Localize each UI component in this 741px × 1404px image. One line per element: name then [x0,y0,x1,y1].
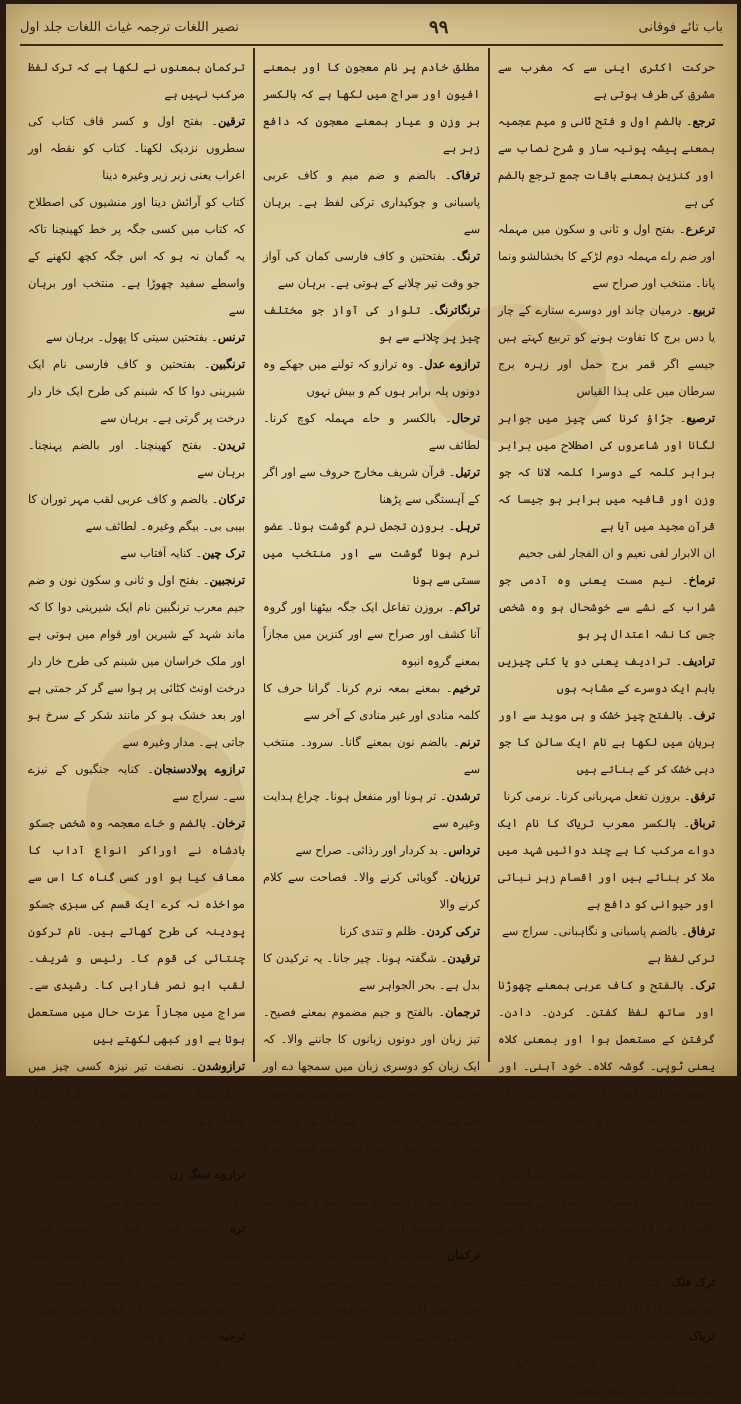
entry-definition: ۔ بضم اول و سکون ثانی ایک قوم کا ترکوں میں سے۔ لغات ترکی سے۔ برہان اور سراج میں لکھا ہے کہ یہ قوم ترکوں سے کم رتبہ ہو اسلیے ترکمان نام ہوا لفظ [263,1248,480,1343]
dictionary-entry [263,1242,480,1350]
entry-headword: ترتیل [455,465,480,479]
entry-headword: ترکی کردن [426,924,480,938]
entry-headword: ترفاق [687,924,715,938]
entry-headword: ترفق [690,789,715,803]
entry-headword: ترخان [216,816,245,830]
entry-definition: حرکت اکثری اینی سے کہ مغرب سے مشرق کی طرف ہوتی ہے [498,60,715,101]
entry-headword: ترازوشدن [197,1059,245,1073]
dictionary-entry [28,1053,245,1161]
entry-headword: ترخیم [452,681,480,695]
entry-definition: ۔ درمیان چاند اور دوسرے ستارے کے چار یا دس برج کا تفاوت ہونے کو تربیع کہتے ہیں جیسے اگر قمر برج حمل اور زہرہ برج سرطان میں علی ہذا القیاس [498,303,715,398]
entry-definition: ۔ بمعنے بمعہ نرم کرنا۔ گرانا حرف کا کلمہ منادی اور غیر منادی کے آخر سے [263,681,480,722]
entry-definition: ۔ بفتحتین و کاف فارسی کمان کی آواز جو وقت تیر چلانے کے ہوتی ہے۔ برہان سے [263,249,480,290]
chapter-title: باب تائے فوقانی [638,19,723,35]
entry-definition: ان الابرار لفی نعیم و ان الفجار لفی جحیم [518,546,715,560]
page-header [20,10,723,44]
entry-definition: ۔ بالضم اول و فتح ثانی و میم عجمیہ بمعنے پیشہ پونیہ ساز و شرح نصاب سے اور کنزین بمعنے باقات جمع ترجع بالضم کی ہے [498,114,715,209]
entry-headword: ترنگ [457,249,480,263]
entry-headword: ترکمان [446,1248,480,1262]
entry-definition: ۔ بالفتح و جیم مضموم بمعنے فصیح۔ تیز زبان اور دونوں زبانوں کا جاننے والا۔ کہ ایک زبان کو دوسری زبان میں سمجھا دے اور یہ ترزبان کا معرب ہے اور ضم جیم اس سبب سے ہے کہ زبان بضم اول بھی آیا ہوا اور بعض میں آیا ہے۔ بہار عجم وغیرہ سے موید وغیرہ میں [263,1005,480,1181]
dictionary-entry [263,918,480,945]
dictionary-entry [28,351,245,432]
entry-headword: ترزبان [450,870,480,884]
entry-definition: ۔ ترادیف یعنی دو یا کئی چیزیں باہم ایک دوسرے کے مشابہ ہوں [498,654,715,695]
entry-definition: ۔ بفتح اول و ثانی و سکون نون و ضم جیم معرب ترنگبین نام ایک شیرینی دوا کا کہ ماند شہد کے شیرین اور قوام میں ہوتی ہے اور ملک خراسان میں شبنم کی طرح خار دار درخت اونٹ کٹائی پر ہوا سے گر کر جمتی ہے اور بعد خشک ہو کر مانند شکر کے سرخ ہو جاتی ہے۔ مدار وغیرہ سے [28,573,245,749]
dictionary-entry [498,1269,715,1323]
entry-definition: ۔ بالضم و خاے معجمہ وہ شخص جسکو بادشاہ نے اوراکر انواع آداب کا معاف کیا ہو اور کسی گناہ کا اس سے مواخذہ نہ کرے ایک قسم کی سبزی جسکو پودینہ کی طرح کھاتے ہیں۔ نام ترکون چنتائی کی قوم کا۔ رئیس و شریف۔ لقب ابو نصر فارابی کا۔ رشیدی سے۔ سراج میں مجازاً عزت حال میں مستعمل ہوتا ہے اور کبھی لکھتے ہیں [28,816,245,1046]
dictionary-entry [498,216,715,297]
entry-definition: ۔ بروزن تفعل مہربانی کرنا۔ نرمی کرنا [503,789,691,803]
entry-definition: ۔ تر ہونا اور منفعل ہونا۔ چراغ ہدایت وغیرہ سے [263,789,480,830]
entry-headword: ترنس [217,330,245,344]
dictionary-page [6,4,737,1397]
dictionary-entry [263,1188,480,1242]
entry-headword: ترعرع [685,222,715,236]
entry-definition: ۔ بفتح اول و سکون ثانی و فتح جیم ایک زبان کا [28,1329,245,1370]
entry-definition: ۔ قرآن شریف مخارج حروف سے اور اگر کے آہستگی سے پڑھنا [263,465,480,506]
entry-definition: ۔ نام ایک معجون کا۔ صاحب موید اور مدار اور برہان نے بفتح و کسر اول لکھا ہے اور جہانگیری میں بفتح بمعنے [498,1329,715,1397]
entry-definition: ۔ ظلم و تندی کرنا [339,924,427,938]
entry-headword: ترازوے سنگ زن [169,1167,245,1181]
entry-definition: ۔ کنایہ جنگیوں کے نیزے سے۔ سراج سے [28,762,245,803]
entry-headword: ترفاک [451,168,480,182]
entry-definition: ۔ نیم مست یعنی وہ آدمی جو شراب کے نشے سے خوشحال ہو وہ شخص جس کا نشہ اعتدال پر ہو [498,573,715,641]
entry-headword: ترنم [459,735,480,749]
entry-definition: ۔ بالکسر معرب تریاک کا نام ایک دواے مرکب کا ہے چند دوائیں شہد میں ملا کر بناتے ہیں اور اقسام زہر نباتی اور حیوانی کو دافع ہے [498,816,715,911]
entry-definition: ۔ بفتحتین سیتی کا پھول۔ برہان سے [45,330,218,344]
entry-headword: ترنگاترنگ [434,303,480,317]
entry-headword: ترشدن [446,789,480,803]
entry-headword: ترحال [451,411,480,425]
entry-definition: ۔ بکسر اول و فتح ثانی بمعنے کینہ۔ عداوت۔ اور بفتح اول و کسر ثانی بمعنے باطل۔ اور بفتحتین و تخفیف و تشدید را فارسی میں بمعنے ساگ۔ لطائف وغیرہ سے [28,1221,245,1316]
dictionary-entry [263,999,480,1188]
book-title: نصیر اللغات ترجمہ غیاث اللغات جلد اول [20,19,239,35]
entry-definition: ۔ بالضم پاسبانی و نگاہبانی۔ سراج سے [502,924,688,938]
entry-headword: ترہل [455,519,480,533]
entry-headword: ترباق [690,816,715,830]
entry-headword: ترنگبین [210,357,245,371]
entry-definition: ۔ نصفت تیر نیزہ کسی چیز میں داخل ہونا اور نصف کا مدار کی طرف رہنا۔ مقابل ہونا۔ برابر ہونا چراغ ہدایت وغیرہ سے [28,1059,245,1154]
entry-definition: ۔ بفتح اول و کسر قاف کتاب کی سطروں نزدیک لکھنا۔ کتاب کو نقطہ اور اعراب یعنی زبر زیر وغیرہ دینا [28,114,245,182]
dictionary-entry [263,513,480,594]
entry-definition: ۔ بالضم و کاف عربی لقب مہر توران کا بیبی بی۔ بیگم وغیرہ۔ لطائف سے [28,492,245,533]
dictionary-entry [263,459,480,513]
dictionary-entry [28,108,245,189]
entry-definition: ۔ بفتح کھینچنا۔ اور بالضم پہنچنا۔ برہان سے [28,438,245,479]
dictionary-entry [498,1323,715,1404]
dictionary-entry [263,729,480,783]
entry-headword: ترک فلک [671,1275,715,1289]
entry-headword: تراکم [454,600,480,614]
entry-definition: ۔ تلوار کی آواز جو مختلف چیز پر چلانے سے ہو [263,303,480,344]
dictionary-entry [263,243,480,297]
entry-definition: ترکمان بمعنوں نے لکھا ہے کہ ترک لفظ مرکب نہیں ہے [28,60,245,101]
dictionary-entry [263,945,480,999]
column-left [20,48,253,1370]
dictionary-entry [498,405,715,540]
dictionary-entry [498,567,715,648]
entry-headword: تریدن [218,438,245,452]
dictionary-entry [28,567,245,756]
dictionary-entry [498,783,715,810]
entry-definition: اور جمع اتراک اور بمعنی سپاہی و معشوق۔ مدار وغیرہ فارسیوں نے بمعنی جگہ کاف فارسی سے بمعنے خود آہنی استعمال کیا ہے [498,1167,715,1262]
entry-headword: ترازوے عدل [424,357,480,371]
entry-definition: مطلق خادم پر نام معجون کا اور بمعنے افیون اور سراج میں لکھا ہے کہ بالکسر بر وزن و عیار بمعنے معجون کہ دافع زہر ہے [263,60,480,155]
dictionary-entry [28,486,245,540]
entry-definition: ۔ بالضم و ضم میم و کاف عربی پاسبانی و چوکیداری ترکی لفظ ہے۔ برہان سے [263,168,480,236]
header-rule [20,44,723,46]
entry-definition: ۔ شگفتہ ہونا۔ چیر جانا۔ یہ ترکیدن کا بدل ہے۔ بحر الجواہر سے [263,951,480,992]
dictionary-entry [28,810,245,1053]
dictionary-entry [28,432,245,486]
entry-headword: ترازوے پولادسنجان [153,762,245,776]
dictionary-entry [498,1161,715,1269]
column-divider [253,48,255,1062]
entry-definition: ۔ وہ ترازو کہ تولنے میں جھکے وہ دونوں پلہ برابر ہوں کم و بیش نہوں [263,357,480,398]
column-right [490,48,723,1397]
entry-headword: ترجیہ [218,1329,245,1343]
dictionary-entry [498,648,715,702]
dictionary-entry [263,297,480,351]
entry-definition: ۔ بروزن تفاعل ایک جگہ بیٹھنا اور گروہ آنا کشف اور صراح سے اور کنزین میں مجازاً بمعنے گروہ انبوہ [263,600,480,668]
dictionary-entry [498,108,715,216]
dictionary-entry [498,972,715,1161]
entry-headword: تربیع [692,303,715,317]
entry-headword: ترک [695,978,715,992]
entry-definition: ۔ بروزن تجمل نرم گوشت ہونا۔ عضو نرم ہونا گوشت سے اور منتخب میں سستی سے ہونا [263,519,480,587]
page-number: ۹۹ [429,16,449,38]
dictionary-entry [28,54,245,108]
entry-headword: ترجع [692,114,715,128]
dictionary-entry [28,189,245,324]
entry-definition: ۔ کنایہ آفتاب سے [120,546,203,560]
entry-headword: ترف [693,708,715,722]
entry-headword: ترنجبین [209,573,245,587]
entry-headword: ترقیدن [447,951,480,965]
dictionary-entry [263,837,480,864]
entry-definition: ۔ بد کردار اور رذائی۔ صراح سے [295,843,449,857]
dictionary-entry [498,540,715,567]
dictionary-entry [263,162,480,243]
entry-headword: ترصیع [686,411,715,425]
dictionary-entry [28,540,245,567]
entry-definition: کتاب کو آرائش دینا اور منشیوں کی اصطلاح کہ کتاب میں کسی جگہ پر خط کھینچنا تاکہ یہ گمان نہ ہو کہ اس جگہ کچھ لکھنے کے واسطے سفید چھوڑا ہے۔ منتخب اور برہان سے [28,195,245,317]
entry-headword: ترقین [217,114,245,128]
entry-definition: ۔ بالضم نون بمعنے گانا۔ سرود۔ منتخب سے [263,735,480,776]
entry-headword: ترک چین [202,546,245,560]
column-middle [255,48,488,1343]
dictionary-entry [28,1161,245,1215]
entry-definition: بفتح جیم اور صراح میں بضم و فتح جیم بمعنے تبدیل آیا ہے [263,1194,480,1235]
dictionary-entry [263,351,480,405]
dictionary-entry [28,756,245,810]
entry-definition: ۔ جڑاؤ کرنا کسی چیز میں جواہر لگانا اور شاعروں کی اصطلاح میں برابر برابر کلمہ کے دوسرا کلمہ لانا کہ جو وزن اور قافیہ میں برابر ہو جیسا کہ قرآن مجید میں آیا ہے [498,411,715,533]
dictionary-entry [263,864,480,918]
dictionary-entry [263,675,480,729]
entry-definition: ۔ بالفتح و کاف عربی بمعنے چھوڑنا اور ساتھ لفظ کفتن۔ کردن۔ دادن۔ گرفتن کے مستعمل ہوا اور بمعنی کلاہ یعنی ٹوپی۔ گوشہ کلاہ۔ خود آہنی۔ اور بالضم نام ایک قوم کا۔ منسوب بترک کہ ایک مرد حضرت نوح علیہ السلام کی اولاد سے ہے [498,978,715,1154]
entry-headword: ترجمان [445,1005,480,1019]
entry-headword: ترماخ [688,573,715,587]
entry-headword: ترداس [448,843,480,857]
entry-definition: ۔ بالکسر و حاے مہملہ کوچ کرنا۔ لطائف سے [263,411,480,452]
dictionary-entry [498,297,715,405]
entry-headword: ترکان [218,492,245,506]
dictionary-entry [498,702,715,783]
entry-definition: ۔ کنایہ آفتاب سے مریخ ستارے کو بھی ترک فلک کہتے ہیں [498,1275,715,1316]
dictionary-entry [28,1323,245,1377]
entry-headword: ترادیف [682,654,715,668]
dictionary-entry [28,324,245,351]
dictionary-entry [498,945,715,972]
entry-definition: ۔ بفتح اول و ثانی و سکون میں مہملہ اور ضم راے مہملہ دوم لڑکے کا بخشالشو ونما پانا۔ منتخب اور صراح سے [498,222,715,290]
entry-definition: ۔ بالفتح چیز خشک و ہی موید سے اور برہان میں لکھا ہے نام ایک سالن کا جو دہی خشک کر کے بناتے ہیں [498,708,715,776]
entry-definition: ترکی لفظ ہے [647,951,715,965]
entry-headword: تره [229,1221,245,1235]
text-columns [20,48,723,1397]
entry-definition: ۔ ترازو کہ ایک پلہ اسکا زیادہ ہو اور ایک کم۔ بہار عجم سے [28,1167,245,1208]
dictionary-entry [498,918,715,945]
dictionary-entry [263,783,480,837]
dictionary-entry [498,810,715,918]
dictionary-entry [263,54,480,162]
dictionary-entry [28,1215,245,1323]
entry-headword: ترباک [688,1329,715,1343]
entry-definition: ۔ گویائی کرنے والا۔ فصاحت سے کلام کرنے والا [263,870,480,911]
entry-definition: ۔ بفتحتین و کاف فارسی نام ایک شیرینی دوا کا کہ شبنم کی طرح ایک خار دار درخت پر گرتی ہے۔ برہان سے [28,357,245,425]
column-divider [488,48,490,1062]
dictionary-entry [498,54,715,108]
dictionary-entry [263,594,480,675]
dictionary-entry [263,405,480,459]
